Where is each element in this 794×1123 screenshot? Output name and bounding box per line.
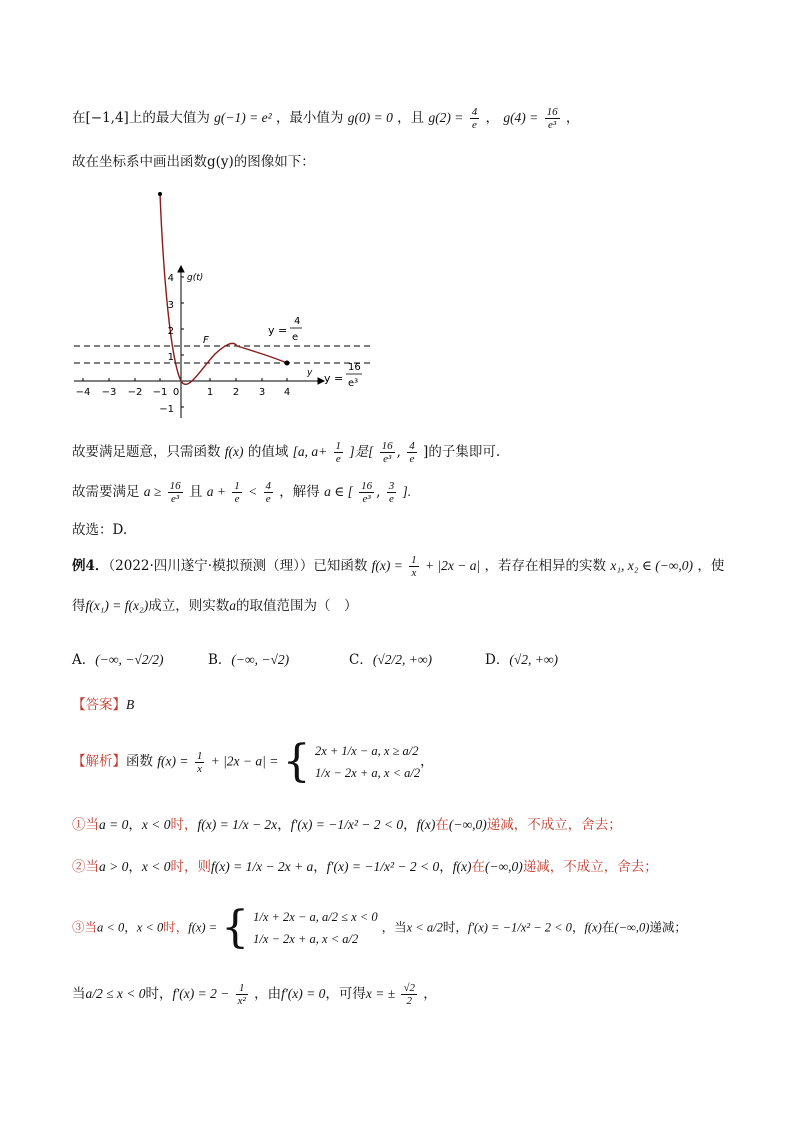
case4-label: 当	[72, 986, 86, 1002]
text-line-2	[72, 152, 315, 172]
fraction-1-e: $\frac{1}{e}$	[234, 480, 240, 505]
case4-derivative: f′(x) = 2 −	[172, 986, 230, 1001]
case1-fx: f(x) = 1/x − 2x	[197, 817, 278, 832]
case1-derivative: f′(x) = −1/x² − 2 < 0	[290, 817, 404, 832]
text-line-4: 故需要满足 a ≥ $\frac{16}{\text{e³}}$ 且 a + $\frac{1}{e}$ < $\frac{4}{e}$ ，解得 a ∈ [ $\frac{16}{\text{e³}}$ , $\frac{3}{e}$ ].	[72, 480, 412, 505]
case1-conclusion: 递减，不成立，舍去；	[486, 817, 622, 833]
fraction-1-x2: $\frac{1}{\text{x²}}$	[237, 982, 246, 1007]
line4-part-a: 故需要满足	[72, 484, 140, 500]
fraction-16-e3: $\frac{16}{\text{e³}}$	[546, 106, 558, 131]
analysis-part-a: 函数	[126, 753, 153, 770]
piecewise-top: 2x + 1/x − a, x ≥ a/2	[314, 744, 419, 758]
case2-interval: (−∞,0)	[484, 859, 523, 874]
option-a[interactable]	[72, 648, 164, 668]
line1-label-den: e	[292, 332, 299, 343]
line4-cond1: a ≥	[143, 484, 162, 499]
less-than: <	[248, 484, 258, 499]
function-graph	[70, 188, 390, 428]
comma: ，	[128, 859, 142, 875]
line1-label-prefix: y =	[268, 324, 288, 337]
line4-solve: ，解得	[279, 484, 320, 500]
case3-when2: 时，	[442, 919, 468, 935]
example-4-line-1	[72, 554, 724, 579]
case-3-line	[72, 902, 687, 953]
case4-obtain: ，可得	[325, 986, 366, 1002]
line1-part-a: 在[−1,4]上的最大值为	[72, 110, 210, 126]
x-tick-label: −2	[127, 387, 143, 398]
x-tick-label: −1	[152, 387, 168, 398]
option-b[interactable]	[208, 648, 289, 668]
line3-range-mid: ]是[	[349, 444, 374, 459]
example-abs: + |2x − a|	[424, 558, 481, 573]
example-equation: f(x₁) = f(x₂)	[85, 598, 149, 613]
line1-label-num: 4	[294, 316, 301, 327]
comma: ，	[277, 817, 291, 833]
case1-label: ①当	[72, 817, 99, 833]
piecewise-bottom: 1/x − 2x + a, x < a/2	[314, 766, 421, 780]
line4-result-start: a ∈ [	[324, 484, 353, 499]
example-fx: f(x) =	[371, 558, 403, 573]
example-label: 例4．	[72, 558, 109, 574]
text-line-5	[72, 520, 127, 540]
case3-interval: (−∞,0)	[614, 920, 650, 935]
case3-conclusion: 递减；	[649, 919, 687, 935]
fraction-sqrt2-2: $\frac{√2}{2}$	[403, 982, 415, 1007]
line2-label-prefix: y =	[324, 372, 344, 385]
fraction-16-e3: $\frac{16}{\text{e³}}$	[381, 440, 393, 465]
analysis-abs: + |2x − a| =	[210, 753, 279, 769]
curve-start-point	[158, 192, 162, 196]
analysis-line	[72, 736, 434, 787]
y-tick-label: 3	[167, 300, 174, 311]
line3-part-f: ]的子集即可.	[423, 444, 501, 460]
piecewise-definition	[315, 740, 420, 784]
fraction-1-x: $\frac{1}{x}$	[196, 749, 203, 775]
piecewise-bottom: 1/x − 2x + a, x < a/2	[253, 932, 359, 946]
case4-when: 时，	[145, 986, 173, 1002]
x-tick-label: 4	[283, 387, 291, 398]
fraction-16-e3: $\frac{16}{\text{e³}}$	[169, 480, 181, 505]
option-letter: B．	[208, 652, 232, 668]
case3-when: 时，	[163, 919, 189, 935]
x-tick-label: 3	[258, 387, 266, 398]
example-part-c2: 成立，则实数	[148, 598, 230, 614]
y-tick-label: 1	[167, 352, 174, 363]
option-letter: D．	[485, 652, 510, 668]
x-axis-label: y	[307, 368, 313, 378]
line2-label-den: e³	[348, 378, 359, 389]
piecewise-top: 1/x + 2x − a, a/2 ≤ x < 0	[253, 910, 378, 924]
case3-fx: f(x) =	[188, 920, 218, 935]
case-2-line	[72, 857, 658, 877]
option-d[interactable]	[485, 648, 558, 668]
line1-part-e: ，且	[397, 110, 425, 126]
case2-x: x < 0	[141, 859, 171, 874]
answer-label: 【答案】	[72, 697, 126, 713]
comma: ，	[403, 817, 417, 833]
example-part-a2: 得	[72, 598, 86, 614]
case-1-line	[72, 815, 622, 835]
case3-fx2: f(x)	[584, 920, 602, 935]
x-tick-label: 2	[232, 387, 240, 398]
comma: ，	[439, 859, 453, 875]
case2-on: 在	[471, 859, 485, 875]
case1-x: x < 0	[141, 817, 171, 832]
text-line-3: 故要满足题意，只需函数 f(x) 的值域 [a, a+ $\frac{1}{e}$ ]是[ $\frac{16}{\text{e³}}$ , $\frac{4}{e}$ ]的子集即可.	[72, 440, 501, 465]
y-tick-label: −1	[159, 404, 174, 415]
comma: ，	[485, 110, 500, 126]
text-line-1	[72, 106, 579, 131]
point-F-label: F	[203, 335, 209, 346]
choice-conclusion: 故选：D.	[72, 522, 128, 538]
comma: ，	[571, 919, 585, 935]
analysis-fx: f(x) =	[157, 753, 189, 769]
case4-zero: f′(x) = 0	[281, 986, 326, 1001]
fraction-3-e: $\frac{3}{e}$	[388, 480, 395, 505]
example-4-line-2	[72, 596, 357, 616]
case1-on: 在	[435, 817, 449, 833]
case3-cond: a < 0	[97, 920, 125, 935]
example-var-a: a	[229, 598, 236, 613]
fraction-1-e: $\frac{1}{e}$	[335, 440, 342, 465]
example-domain: x₁, x₂ ∈ (−∞,0)	[610, 558, 694, 573]
y-axis-label: g(t)	[187, 273, 204, 283]
answer-value: B	[126, 697, 135, 712]
piecewise-case3	[253, 906, 378, 950]
x-tick-label: −3	[101, 387, 117, 398]
case4-by: ，由	[254, 986, 282, 1002]
case3-part-g: ，当	[381, 919, 407, 935]
example-part-d: ，若存在相异的实数	[484, 558, 607, 574]
line4-and: 且	[188, 484, 203, 500]
line1-max-value: g(−1) = e²	[214, 110, 272, 125]
case4-x-eq: x = ±	[365, 986, 396, 1001]
case3-cond2: x < a/2	[406, 920, 443, 935]
fraction-4-e: $\frac{4}{e}$	[471, 106, 478, 131]
option-text: (−∞, −√2/2)	[95, 652, 164, 667]
case-4-line	[72, 982, 437, 1007]
case4-cond: a/2 ≤ x < 0	[85, 986, 146, 1001]
line3-fx: f(x)	[224, 444, 244, 459]
case2-label: ②当	[72, 859, 99, 875]
x-tick-label: 1	[206, 387, 214, 398]
case3-derivative: f′(x) = −1/x² − 2 < 0	[467, 920, 572, 935]
g-curve	[160, 194, 287, 384]
fraction-4-e: $\frac{4}{e}$	[265, 480, 271, 505]
line2-label-num: 16	[348, 362, 361, 373]
case3-label: ③当	[72, 919, 98, 935]
comma: ，	[313, 859, 327, 875]
x-tick-label: 0	[172, 387, 180, 398]
comma: ，	[420, 753, 434, 770]
fraction-1-x: $\frac{1}{x}$	[411, 554, 417, 579]
comma: ，	[128, 817, 142, 833]
case1-interval: (−∞,0)	[448, 817, 487, 832]
y-tick-label: 4	[167, 273, 174, 284]
case2-when: 时，则	[170, 859, 211, 875]
example-question: 的取值范围为（ ）	[235, 598, 358, 614]
case3-on: 在	[601, 919, 615, 935]
answer-line	[72, 695, 134, 715]
case2-fx2: f(x)	[452, 859, 472, 874]
example-source: （2022·四川遂宁·模拟预测（理））已知函数	[108, 558, 368, 574]
option-text: (√2, +∞)	[509, 652, 558, 667]
case2-derivative: f′(x) = −1/x² − 2 < 0	[326, 859, 440, 874]
option-letter: A．	[72, 652, 96, 668]
case1-when: 时，	[170, 817, 198, 833]
line3-range-start: [a, a+	[292, 444, 328, 459]
option-text: (√2/2, +∞)	[372, 652, 432, 667]
comma: ，	[423, 986, 437, 1002]
line2-text: 故在坐标系中画出函数g(y)的图像如下：	[72, 154, 315, 170]
line1-part-c: ，最小值为	[275, 110, 344, 126]
line4-result-end: ].	[402, 484, 412, 499]
left-brace: {	[221, 902, 250, 953]
y-tick-label: 2	[167, 326, 174, 337]
case3-x: x < 0	[136, 920, 164, 935]
left-brace: {	[282, 736, 311, 787]
curve-end-point	[285, 361, 290, 366]
line1-min-value: g(0) = 0	[347, 110, 393, 125]
fraction-4-e: $\frac{4}{e}$	[409, 440, 415, 465]
line1-g4: g(4) =	[503, 110, 539, 125]
example-part-f: ，使	[697, 558, 725, 574]
case2-conclusion: 递减，不成立，舍去；	[522, 859, 658, 875]
line1-g2: g(2) =	[428, 110, 464, 125]
line3-part-c: 的值域	[247, 444, 289, 460]
comma: ，	[565, 110, 580, 126]
y-axis-arrow	[178, 266, 184, 272]
case1-fx2: f(x)	[416, 817, 436, 832]
option-letter: C．	[349, 652, 373, 668]
case2-fx: f(x) = 1/x − 2x + a	[210, 859, 314, 874]
x-tick-label: −4	[75, 387, 91, 398]
comma: ，	[124, 919, 137, 935]
option-c[interactable]	[349, 648, 432, 668]
line4-cond2: a +	[206, 484, 226, 499]
case2-cond: a > 0	[99, 859, 129, 874]
fraction-16-e3: $\frac{16}{\text{e³}}$	[361, 480, 373, 505]
option-text: (−∞, −√2)	[231, 652, 290, 667]
line3-part-a: 故要满足题意，只需函数	[72, 444, 221, 460]
case1-cond: a = 0	[99, 817, 129, 832]
analysis-label: 【解析】	[72, 753, 126, 770]
